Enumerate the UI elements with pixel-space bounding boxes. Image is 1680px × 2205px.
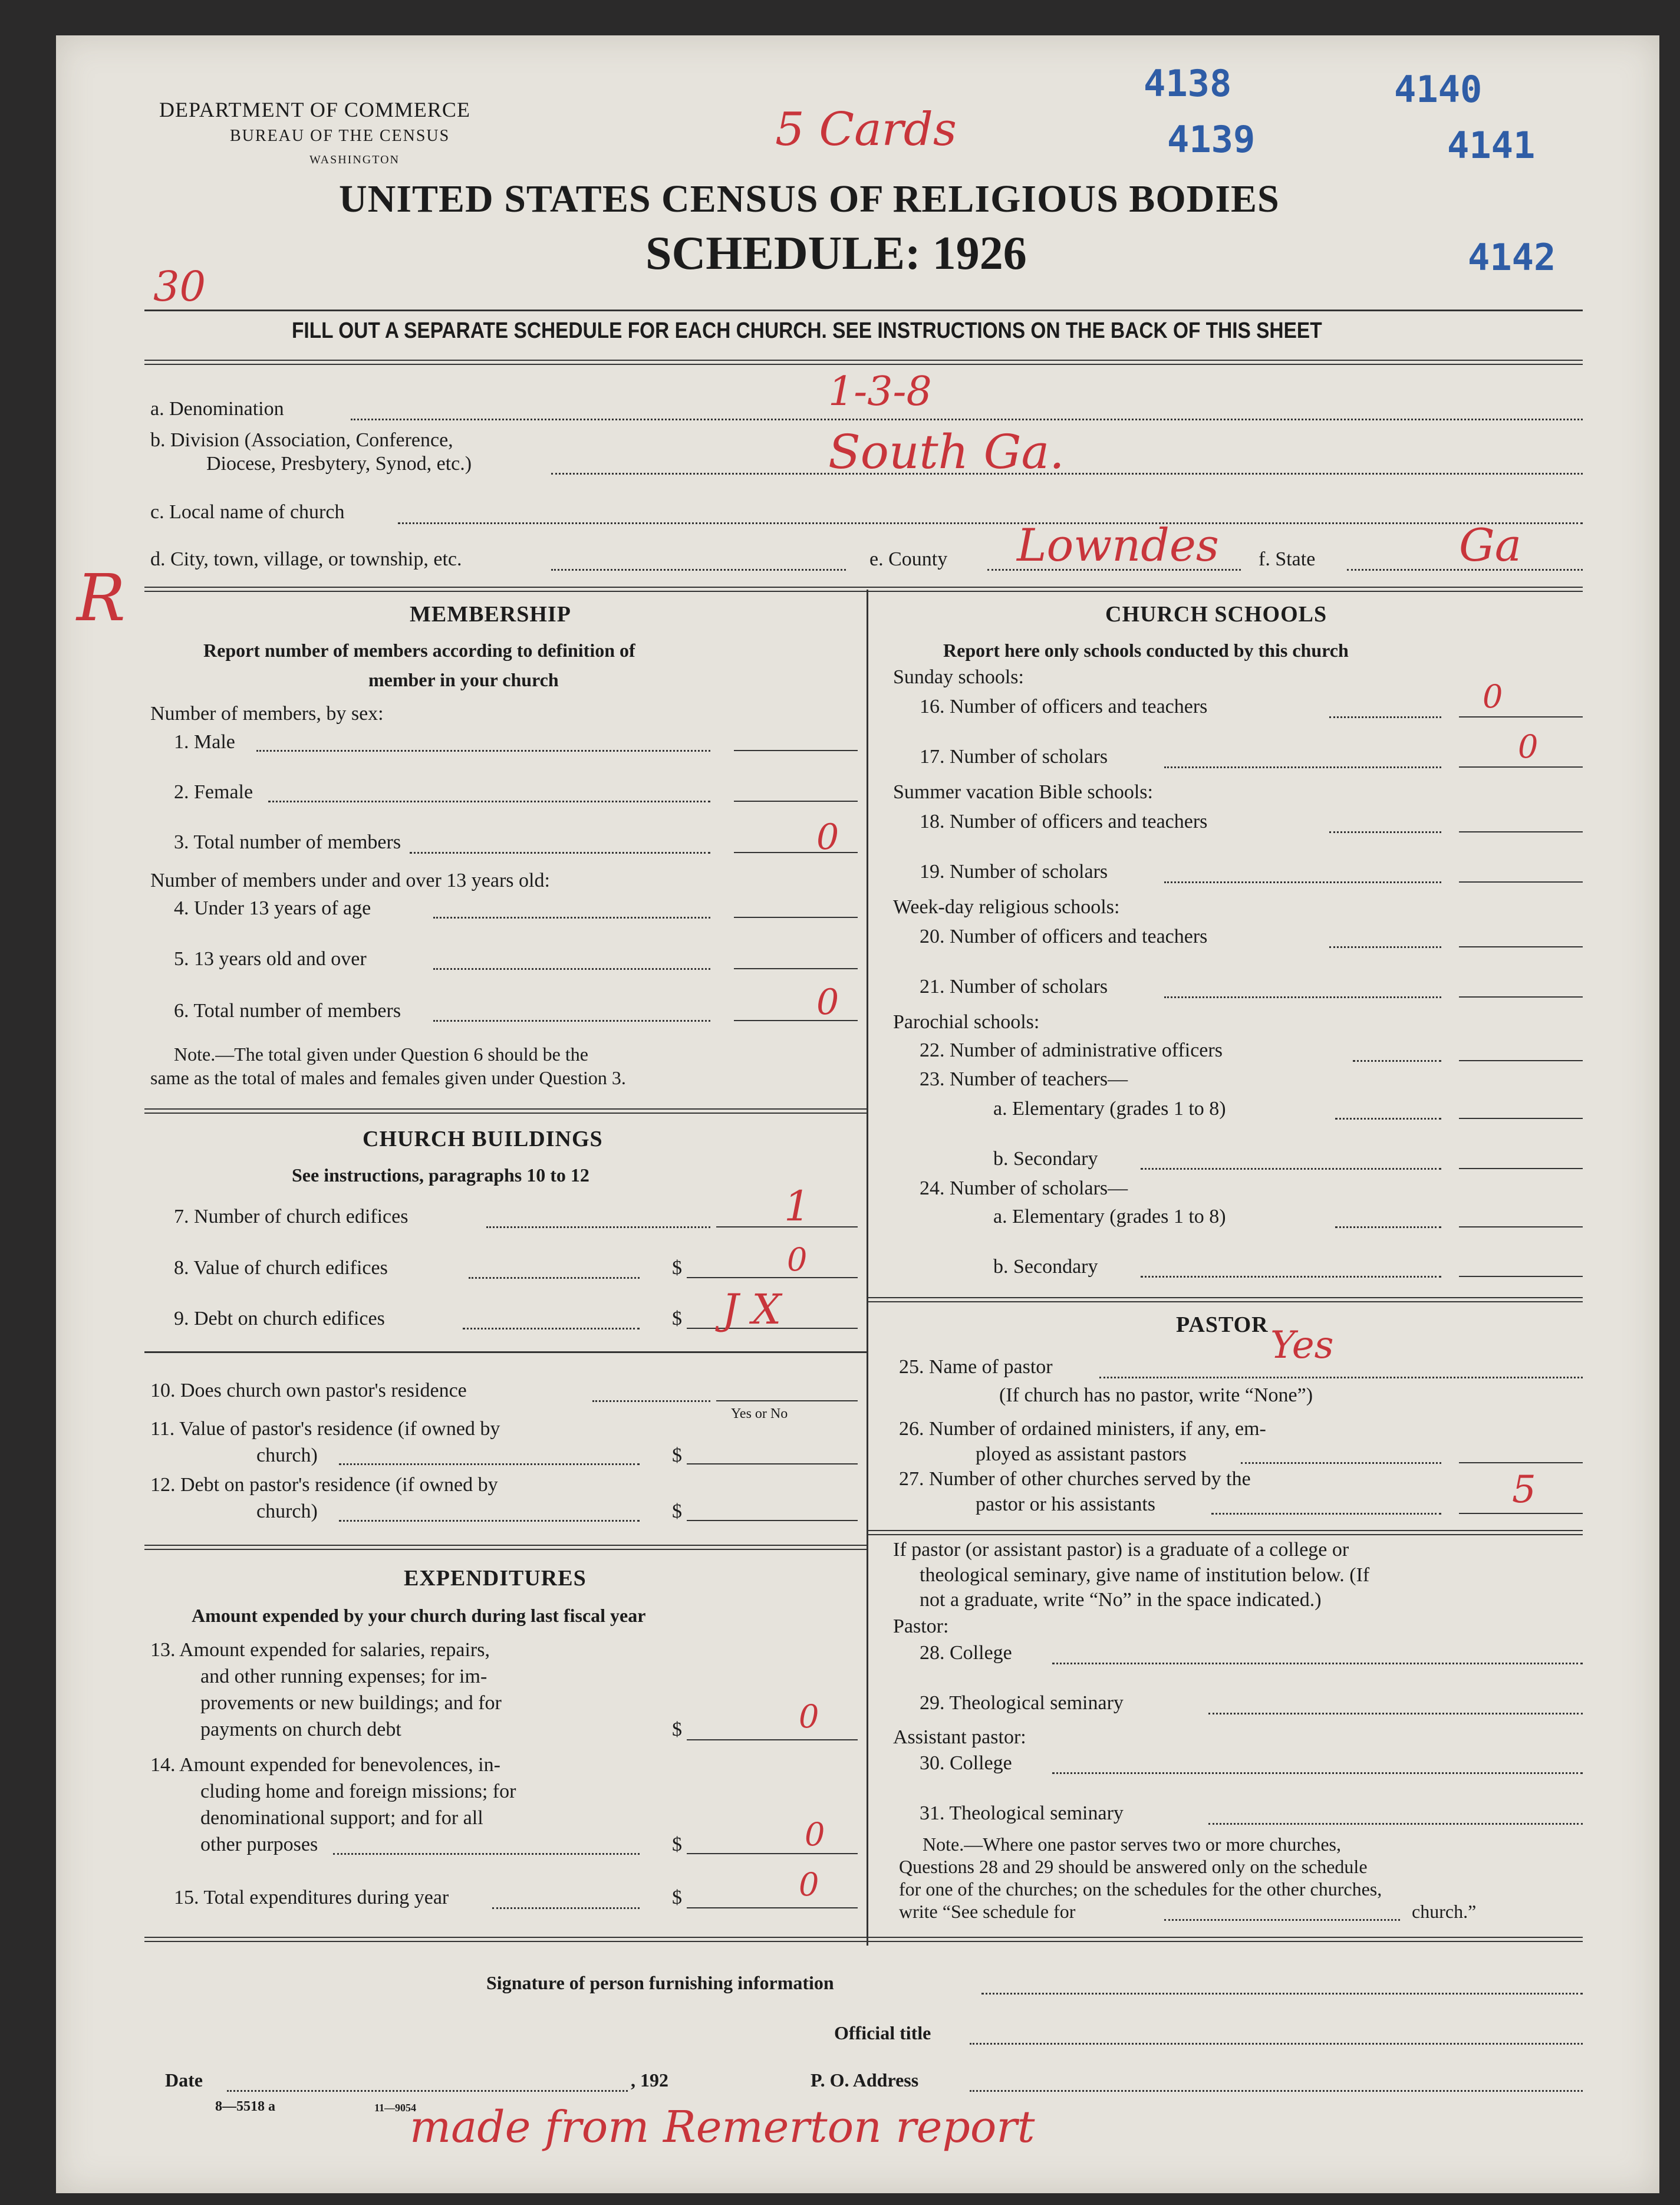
- q21-leader: [1164, 996, 1441, 998]
- q25-label: 25. Name of pastor: [899, 1356, 1053, 1378]
- buildings-mid-divider: [144, 1351, 867, 1353]
- census-schedule-sheet: [56, 35, 1659, 2193]
- q29-label: 29. Theological seminary: [920, 1692, 1124, 1714]
- grad-instruction-3: not a graduate, write “No” in the space indicated.): [920, 1589, 1322, 1611]
- pastor-note-3: for one of the churches; on the schedules for the other churches,: [899, 1878, 1382, 1900]
- year-label: , 192: [631, 2069, 668, 2091]
- division-field[interactable]: [551, 473, 1583, 475]
- division-label-2: Diocese, Presbytery, Synod, etc.): [206, 453, 472, 475]
- pastor-sublabel: Pastor:: [893, 1615, 949, 1637]
- q12-label-1: 12. Debt on pastor's residence (if owned by: [150, 1474, 498, 1496]
- by-sex-label: Number of members, by sex:: [150, 703, 384, 725]
- q9-dollar: $: [672, 1308, 682, 1329]
- buildings-divider: [144, 1545, 867, 1550]
- q30-label: 30. College: [920, 1752, 1012, 1774]
- q28-label: 28. College: [920, 1642, 1012, 1664]
- q4-answer[interactable]: [734, 917, 858, 918]
- print-code: 11—9054: [374, 2102, 417, 2114]
- q13-label-1: 13. Amount expended for salaries, repairs,: [150, 1639, 490, 1661]
- q23a-label: a. Elementary (grades 1 to 8): [993, 1098, 1226, 1120]
- q19-answer[interactable]: [1459, 881, 1583, 883]
- q10-answer[interactable]: [716, 1400, 858, 1401]
- q19-label: 19. Number of scholars: [920, 861, 1108, 883]
- q22-label: 22. Number of administrative officers: [920, 1039, 1223, 1061]
- q18-label: 18. Number of officers and teachers: [920, 811, 1208, 832]
- q5-answer[interactable]: [734, 968, 858, 969]
- q11-leader: [339, 1463, 640, 1465]
- grad-instruction-2: theological seminary, give name of institution below. (If: [920, 1564, 1370, 1586]
- official-title-field[interactable]: [970, 2043, 1583, 2045]
- q6-leader: [433, 1020, 710, 1022]
- q17-leader: [1164, 766, 1441, 768]
- q3-value: 0: [816, 817, 839, 858]
- q2-answer[interactable]: [734, 801, 858, 802]
- pastor-heading: PASTOR: [1176, 1312, 1269, 1337]
- q14-answer[interactable]: [687, 1853, 858, 1854]
- q14-label-1: 14. Amount expended for benevolences, in-: [150, 1754, 500, 1776]
- q15-label: 15. Total expenditures during year: [174, 1887, 449, 1908]
- county-label: e. County: [869, 548, 948, 570]
- q17-label: 17. Number of scholars: [920, 746, 1108, 768]
- q4-leader: [433, 917, 710, 919]
- q4-label: 4. Under 13 years of age: [174, 897, 371, 919]
- q12-answer[interactable]: [687, 1520, 858, 1521]
- buildings-sub: See instructions, paragraphs 10 to 12: [292, 1164, 589, 1186]
- schools-heading: CHURCH SCHOOLS: [1105, 602, 1327, 627]
- q2-leader: [268, 801, 710, 802]
- q14-label-3: denominational support; and for all: [200, 1807, 483, 1829]
- bottom-annotation: made from Remerton report: [410, 2102, 1035, 2153]
- number-4142: 4142: [1468, 236, 1556, 279]
- q11-label-2: church): [256, 1444, 318, 1466]
- schools-divider: [867, 1297, 1583, 1302]
- local-name-label: c. Local name of church: [150, 501, 345, 523]
- sunday-label: Sunday schools:: [893, 666, 1024, 688]
- q9-leader: [463, 1328, 640, 1329]
- state-label: f. State: [1259, 548, 1316, 570]
- q31-field[interactable]: [1208, 1823, 1583, 1825]
- q7-label: 7. Number of church edifices: [174, 1206, 409, 1227]
- q11-label-1: 11. Value of pastor's residence (if owned by: [150, 1418, 500, 1440]
- membership-note-2: same as the total of males and females given under Question 3.: [150, 1067, 626, 1088]
- q9-label: 9. Debt on church edifices: [174, 1308, 385, 1329]
- q13-label-4: payments on church debt: [200, 1719, 401, 1740]
- dept-label: DEPARTMENT OF COMMERCE: [159, 98, 470, 121]
- q6-label: 6. Total number of members: [174, 1000, 401, 1022]
- r-mark-annotation: R: [77, 560, 126, 636]
- q13-label-2: and other running expenses; for im-: [200, 1666, 487, 1687]
- number-4139: 4139: [1167, 118, 1256, 161]
- yes-no-hint: Yes or No: [731, 1406, 788, 1421]
- q2-label: 2. Female: [174, 781, 253, 803]
- schedule-title: SCHEDULE: 1926: [645, 228, 1027, 279]
- ident-divider: [144, 587, 1583, 592]
- form-number: 8—5518 a: [215, 2099, 275, 2114]
- q20-answer[interactable]: [1459, 946, 1583, 947]
- q24a-leader: [1335, 1226, 1441, 1228]
- q12-dollar: $: [672, 1500, 682, 1522]
- q7-leader: [486, 1226, 710, 1228]
- bureau-label: BUREAU OF THE CENSUS: [230, 127, 450, 145]
- q26-leader: [1241, 1462, 1441, 1464]
- membership-divider: [144, 1108, 867, 1114]
- cards-annotation: 5 Cards: [775, 103, 957, 156]
- pastor-divider: [867, 1530, 1583, 1535]
- city-field[interactable]: [551, 569, 846, 571]
- q24b-leader: [1141, 1276, 1441, 1278]
- q18-leader: [1329, 831, 1441, 833]
- q13-answer[interactable]: [687, 1739, 858, 1740]
- pastor-note-5: church.”: [1412, 1901, 1477, 1922]
- membership-sub-2: member in your church: [368, 669, 559, 690]
- q24b-answer[interactable]: [1459, 1276, 1583, 1277]
- q3-leader: [410, 852, 710, 854]
- form-title: UNITED STATES CENSUS OF RELIGIOUS BODIES: [339, 177, 1280, 220]
- state-value: Ga: [1459, 519, 1522, 571]
- q10-label: 10. Does church own pastor's residence: [150, 1380, 467, 1401]
- weekday-label: Week-day religious schools:: [893, 896, 1120, 918]
- denomination-value: 1-3-8: [828, 368, 932, 415]
- q31-label: 31. Theological seminary: [920, 1802, 1124, 1824]
- city-label-field: d. City, town, village, or township, etc.: [150, 548, 462, 570]
- q30-field[interactable]: [1052, 1772, 1583, 1774]
- q16-answer[interactable]: [1459, 716, 1583, 718]
- q26-label-2: ployed as assistant pastors: [976, 1443, 1187, 1465]
- local-name-field[interactable]: [398, 522, 1583, 524]
- q11-answer[interactable]: [687, 1463, 858, 1464]
- q5-label: 5. 13 years old and over: [174, 948, 367, 970]
- header-divider: [144, 310, 1583, 311]
- denomination-field[interactable]: [351, 419, 1583, 420]
- q14-value: 0: [805, 1816, 825, 1853]
- expenditures-sub: Amount expended by your church during last fiscal year: [192, 1605, 646, 1626]
- q16-label: 16. Number of officers and teachers: [920, 696, 1208, 718]
- q24a-answer[interactable]: [1459, 1226, 1583, 1227]
- po-address-field[interactable]: [970, 2090, 1583, 2092]
- q26-label-1: 26. Number of ordained ministers, if any, em-: [899, 1418, 1266, 1440]
- q14-leader: [333, 1853, 640, 1855]
- expenditures-heading: EXPENDITURES: [404, 1566, 587, 1591]
- q29-field[interactable]: [1208, 1713, 1583, 1714]
- q14-dollar: $: [672, 1834, 682, 1855]
- membership-note-1: Note.—The total given under Question 6 should be the: [174, 1044, 588, 1065]
- q25-value: Yes: [1270, 1324, 1334, 1367]
- q22-leader: [1353, 1060, 1441, 1062]
- q18-answer[interactable]: [1459, 831, 1583, 832]
- q27-label-1: 27. Number of other churches served by the: [899, 1468, 1251, 1490]
- fill-out-instruction: FILL OUT A SEPARATE SCHEDULE FOR EACH CHURCH. SEE INSTRUCTIONS ON THE BACK OF THIS SHEET: [292, 318, 1322, 343]
- signature-label: Signature of person furnishing information: [486, 1972, 834, 1993]
- denomination-label: a. Denomination: [150, 398, 284, 420]
- q24b-label: b. Secondary: [993, 1256, 1098, 1278]
- q23b-label: b. Secondary: [993, 1148, 1098, 1170]
- city-label: WASHINGTON: [309, 153, 400, 166]
- q8-answer[interactable]: [687, 1277, 858, 1278]
- q15-value: 0: [799, 1866, 819, 1903]
- q1-answer[interactable]: [734, 750, 858, 751]
- pastor-note-4: write “See schedule for: [899, 1901, 1076, 1922]
- q12-leader: [339, 1520, 640, 1522]
- q16-value: 0: [1483, 678, 1503, 715]
- number-4138: 4138: [1144, 62, 1232, 105]
- q8-leader: [469, 1277, 640, 1279]
- q20-label: 20. Number of officers and teachers: [920, 926, 1208, 947]
- q23b-answer[interactable]: [1459, 1168, 1583, 1169]
- date-label: Date: [165, 2069, 203, 2091]
- summer-label: Summer vacation Bible schools:: [893, 781, 1153, 803]
- q10-leader: [592, 1400, 710, 1402]
- q9-value: J X: [722, 1285, 782, 1334]
- q6-value: 0: [816, 982, 839, 1023]
- membership-sub-1: Report number of members according to definition of: [203, 640, 635, 661]
- q24a-label: a. Elementary (grades 1 to 8): [993, 1206, 1226, 1227]
- q8-label: 8. Value of church edifices: [174, 1257, 388, 1279]
- by-age-label: Number of members under and over 13 years old:: [150, 870, 550, 891]
- q27-value: 5: [1512, 1468, 1536, 1512]
- number-4140: 4140: [1394, 68, 1483, 111]
- official-title-label: Official title: [834, 2022, 931, 2043]
- q23-label: 23. Number of teachers—: [920, 1068, 1128, 1090]
- q28-field[interactable]: [1052, 1663, 1583, 1664]
- q1-label: 1. Male: [174, 731, 235, 753]
- q16-leader: [1329, 716, 1441, 718]
- q15-dollar: $: [672, 1887, 682, 1908]
- q22-answer[interactable]: [1459, 1060, 1583, 1061]
- q17-value: 0: [1518, 728, 1539, 765]
- membership-heading: MEMBERSHIP: [410, 602, 571, 627]
- q14-label-4: other purposes: [200, 1834, 318, 1855]
- q13-value: 0: [799, 1698, 819, 1735]
- q5-leader: [433, 968, 710, 970]
- q8-value: 0: [787, 1241, 808, 1278]
- see-schedule-field[interactable]: [1164, 1919, 1400, 1921]
- division-value: South Ga.: [828, 424, 1065, 479]
- q25-field[interactable]: [1099, 1377, 1583, 1378]
- q7-value: 1: [784, 1182, 811, 1230]
- schools-sub: Report here only schools conducted by this church: [943, 640, 1349, 661]
- q23a-answer[interactable]: [1459, 1118, 1583, 1119]
- division-label-1: b. Division (Association, Conference,: [150, 429, 453, 451]
- column-divider: [867, 590, 868, 1946]
- q21-label: 21. Number of scholars: [920, 976, 1108, 998]
- date-field[interactable]: [227, 2090, 628, 2092]
- q15-leader: [492, 1907, 640, 1909]
- q3-label: 3. Total number of members: [174, 831, 401, 853]
- q15-answer[interactable]: [687, 1907, 858, 1908]
- q13-dollar: $: [672, 1719, 682, 1740]
- number-4141: 4141: [1447, 124, 1536, 167]
- instruction-divider: [144, 360, 1583, 365]
- q25-note: (If church has no pastor, write “None”): [999, 1384, 1313, 1406]
- assistant-sublabel: Assistant pastor:: [893, 1726, 1026, 1748]
- q27-answer[interactable]: [1459, 1513, 1583, 1514]
- parochial-label: Parochial schools:: [893, 1011, 1040, 1033]
- footer-divider: [144, 1937, 1583, 1942]
- q27-label-2: pastor or his assistants: [976, 1493, 1156, 1515]
- pastor-note-2: Questions 28 and 29 should be answered only on the schedule: [899, 1856, 1368, 1877]
- q23b-leader: [1141, 1168, 1441, 1170]
- q1-leader: [256, 750, 710, 752]
- q23a-leader: [1335, 1118, 1441, 1120]
- grad-instruction-1: If pastor (or assistant pastor) is a graduate of a college or: [893, 1539, 1349, 1561]
- q8-dollar: $: [672, 1257, 682, 1279]
- q19-leader: [1164, 881, 1441, 883]
- q26-answer[interactable]: [1459, 1462, 1583, 1463]
- q13-label-3: provements or new buildings; and for: [200, 1692, 502, 1714]
- q6-answer[interactable]: [734, 1020, 858, 1021]
- q21-answer[interactable]: [1459, 996, 1583, 998]
- q14-label-2: cluding home and foreign missions; for: [200, 1781, 516, 1802]
- pastor-note-1: Note.—Where one pastor serves two or more churches,: [923, 1834, 1341, 1855]
- q12-label-2: church): [256, 1500, 318, 1522]
- q27-leader: [1211, 1513, 1441, 1515]
- q3-answer[interactable]: [734, 852, 858, 853]
- buildings-heading: CHURCH BUILDINGS: [363, 1127, 603, 1151]
- q24-label: 24. Number of scholars—: [920, 1177, 1128, 1199]
- q11-dollar: $: [672, 1444, 682, 1466]
- county-value: Lowndes: [1017, 519, 1219, 571]
- number-30-annotation: 30: [153, 262, 206, 311]
- signature-field[interactable]: [981, 1993, 1583, 1995]
- q17-answer[interactable]: [1459, 766, 1583, 768]
- q20-leader: [1329, 946, 1441, 948]
- po-address-label: P. O. Address: [811, 2069, 919, 2091]
